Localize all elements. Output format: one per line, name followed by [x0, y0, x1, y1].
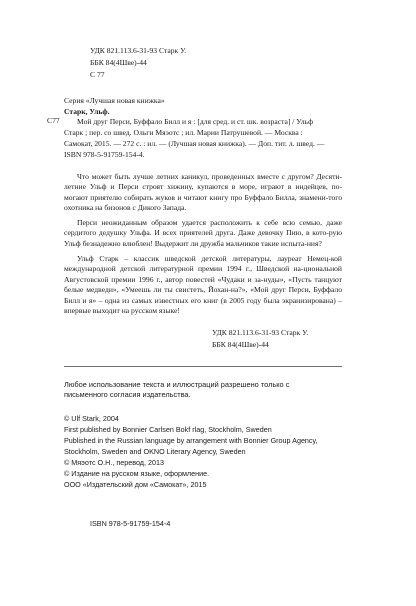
- copyright-line-1: © Ulf Stark, 2004: [64, 414, 119, 423]
- copyright-line-5: © Мяэотс О.Н., перевод, 2013: [64, 458, 164, 467]
- bbk-code-bottom: ББК 84(4Шве)-44: [212, 340, 269, 349]
- separator-rule: [64, 366, 342, 367]
- copyright-line-7: ООО «Издательский дом «Самокат», 2015: [64, 480, 207, 489]
- annotation-paragraph-3: Ульф Старк – классик шведской детской литературы, лауреат Немец-кой международной детской литературной премии 1994 г., Шведской на-циональной Августовской премии 1996 г., автор повестей «Чудаки и за-нуды», «Пусть танцуют белые медведи», «Умеешь ли ты свистеть, Йохан-на?», «Мой друг Перси, Буффало Билл и я» – одна из самых известных его книг (в 2005 году была экранизирована) – впервые выходит на русском языке!: [64, 254, 342, 316]
- bib-line-4: ISBN 978-5-91759-154-4.: [64, 150, 145, 159]
- bib-line-3: Самокат, 2015. — 272 с. : ил. — (Лучшая новая книжка). — Доп. тит. л. швед. —: [64, 139, 325, 148]
- copyright-line-3: Published in the Russian language by arrangement with Bonnier Group Agency,: [64, 436, 318, 445]
- copyright-line-2: First published by Bonnier Carlsen Bokf rlag, Stockholm, Sweden: [64, 425, 272, 434]
- series-title: Серия «Лучшая новая книжка»: [64, 96, 165, 105]
- author-mark-top: С 77: [90, 70, 105, 79]
- annotation-paragraph-1: Что может быть лучше летних каникул, проведенных вместе с другом? Десяти-летние Ульф и Перси строят хижину, купаются в море, играют в индейцев, по-могают приятелю собирать жуков и читают книгу про Буффало Билла, знамени-того охотника на бизонов с Дикого Запада.: [64, 172, 342, 213]
- bib-line-1: Мой друг Перси, Буффало Билл и я : [для сред. и ст. шк. возраста] / Ульф: [77, 117, 313, 126]
- udc-code-bottom: УДК 821.113.6-31-93 Старк У.: [212, 328, 309, 337]
- udc-code-top: УДК 821.113.6-31-93 Старк У.: [90, 46, 187, 55]
- author-heading: Старк, Ульф.: [64, 107, 110, 116]
- annotation-paragraph-2: Перси неожиданным образом удается расположить к себе всю семью, даже сердитого дедушку Ульфа. И всех приятелей друга. Даже девочку Пию, в кото-рую Ульф безнадежно влюблен! Выдержит ли дружба мальчиков такие испыта-ния?: [64, 218, 342, 248]
- copyright-line-6: © Издание на русском языке, оформление.: [64, 469, 210, 478]
- copyright-notice: Любое использование текста и иллюстраций разрешено только с письменного согласия издательства.: [64, 380, 290, 400]
- copyright-line-4: Stockholm, Sweden and OKNO Literary Agency, Sweden: [64, 447, 246, 456]
- author-sign: С77: [47, 116, 60, 125]
- bbk-code-top: ББК 84(4Шве)-44: [90, 58, 147, 67]
- isbn-bottom: ISBN 978-5-91759-154-4: [90, 519, 171, 528]
- bib-line-2: Старк ; пер. со швед. Ольги Мяэотс ; ил. Марии Патрушевой. — Москва :: [64, 128, 303, 137]
